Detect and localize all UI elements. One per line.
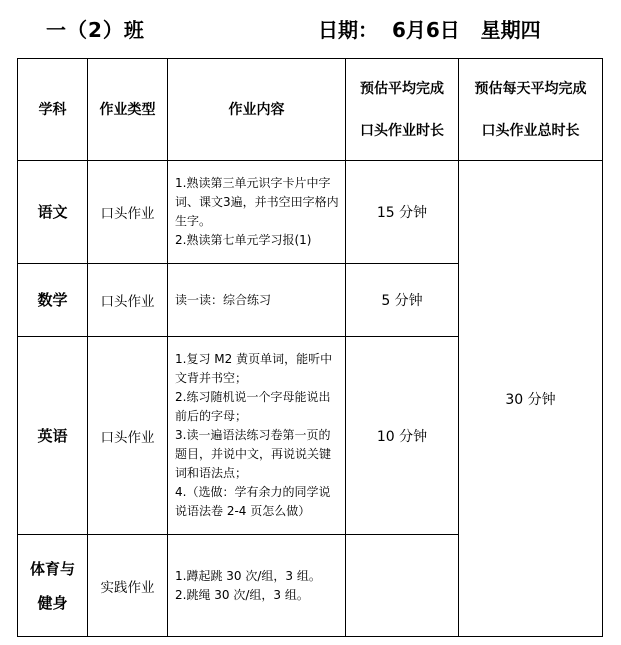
homework-table: [17, 58, 603, 637]
table-row: [18, 161, 603, 264]
content-line: 4.（选做：学有余力的同学说说语法卷 2-4 页怎么做）: [175, 485, 331, 518]
content-line: 3.读一遍语法练习卷第一页的题目，并说中文，再说说关键词和语法点；: [175, 428, 332, 480]
header-content: 作业内容: [168, 59, 346, 161]
type-cell: 口头作业: [88, 264, 168, 337]
subject-cell: 英语: [18, 337, 88, 535]
duration-cell: [346, 535, 459, 637]
content-cell: [168, 337, 346, 535]
type-cell: 口头作业: [88, 161, 168, 264]
type-cell: 实践作业: [88, 535, 168, 637]
content-line: 2.练习随机说一个字母能说出前后的字母；: [175, 390, 331, 423]
content-cell: [168, 161, 346, 264]
table-header-row: [18, 59, 603, 161]
subject-cell: 体育与 健身: [18, 535, 88, 637]
weekday: 星期四: [480, 18, 541, 42]
content-cell: [168, 535, 346, 637]
header-daily-total: 预估每天平均完成 口头作业总时长: [459, 59, 603, 161]
subject-cell: 数学: [18, 264, 88, 337]
page-header: [0, 8, 621, 48]
header-subject: 学科: [18, 59, 88, 161]
content-line: 1.复习 M2 黄页单词，能听中文背并书空；: [175, 352, 333, 385]
type-cell: 口头作业: [88, 337, 168, 535]
subject-cell: 语文: [18, 161, 88, 264]
date-line: [318, 14, 541, 43]
duration-cell: 10 分钟: [346, 337, 459, 535]
content-line: 2.熟读第七单元学习报(1): [175, 233, 312, 247]
duration-cell: 15 分钟: [346, 161, 459, 264]
content-cell: [168, 264, 346, 337]
content-line: 2.跳绳 30 次/组，3 组。: [175, 587, 309, 602]
duration-cell: 5 分钟: [346, 264, 459, 337]
content-line: 1.蹲起跳 30 次/组，3 组。: [175, 568, 321, 583]
content-line: 1.熟读第三单元识字卡片中字词、课文3遍，并书空田字格内生字。: [175, 176, 339, 228]
header-type: 作业类型: [88, 59, 168, 161]
content-line: 读一读：综合练习: [175, 292, 272, 307]
date-value: 6月6日: [391, 18, 460, 42]
header-avg-time: 预估平均完成 口头作业时长: [346, 59, 459, 161]
class-label: 一（2）班: [46, 18, 145, 42]
date-prefix: 日期：: [318, 18, 378, 42]
daily-total-cell: 30 分钟: [459, 161, 603, 637]
